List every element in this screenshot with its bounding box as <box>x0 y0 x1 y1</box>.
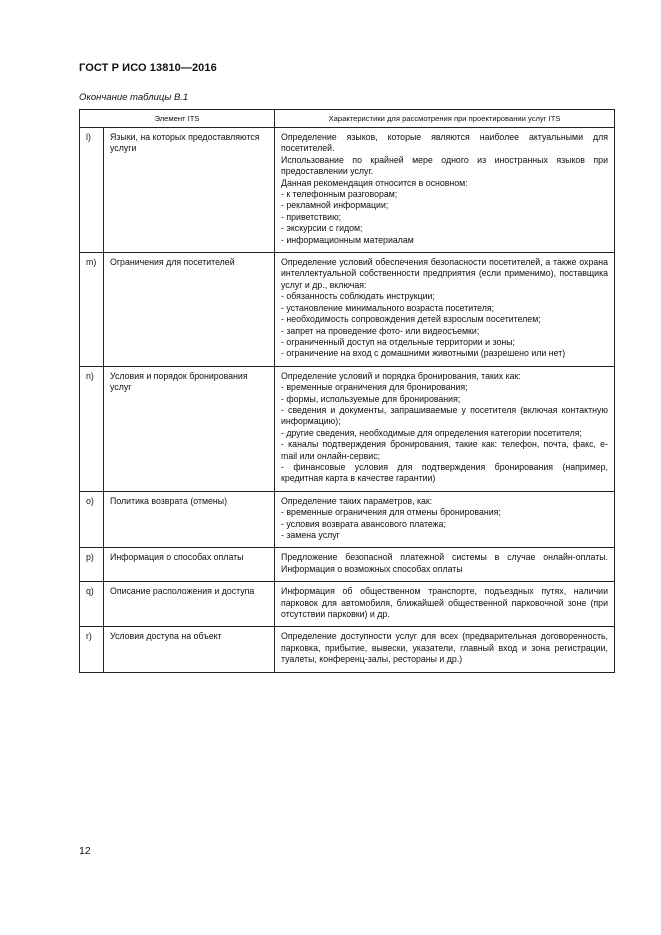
characteristic-line: - обязанность соблюдать инструкции; <box>281 291 435 302</box>
characteristic-line: - другие сведения, необходимые для определения категории посетителя; <box>281 427 582 438</box>
characteristic-line: - формы, используемые для бронирования; <box>281 393 461 404</box>
row-element: Условия доступа на объект <box>104 627 275 672</box>
characteristic-line: Определение таких параметров, как: <box>281 495 433 506</box>
characteristic-line: - установление минимального возраста посетителя; <box>281 302 495 313</box>
table-row <box>80 128 615 253</box>
row-element: Ограничения для посетителей <box>104 253 275 367</box>
characteristic-line: Предложение безопасной платежной системы в случае онлайн-оплаты. Информация о возможных способах оплаты <box>281 552 608 574</box>
row-characteristics <box>275 582 615 627</box>
characteristic-line: - рекламной информации; <box>281 200 389 211</box>
characteristic-line: - необходимость сопровождения детей взрослым посетителем; <box>281 314 541 325</box>
row-characteristics <box>275 128 615 253</box>
row-id: l) <box>80 128 104 253</box>
row-element: Описание расположения и доступа <box>104 582 275 627</box>
characteristic-line: - информационным материалам <box>281 234 414 245</box>
table-row <box>80 548 615 582</box>
characteristic-line: Информация об общественном транспорте, подъездных путях, наличии парковок для автомобиля, ближайшей общественной парковочной зоне (при отсутствии парковки) и др. <box>281 586 608 620</box>
characteristic-line: - условия возврата авансового платежа; <box>281 518 446 529</box>
row-element: Условия и порядок бронирования услуг <box>104 366 275 491</box>
page-number: 12 <box>79 845 91 857</box>
header-characteristics: Характеристики для рассмотрения при проектировании услуг ITS <box>275 110 615 128</box>
characteristic-line: - ограничение на вход с домашними животными (разрешено или нет) <box>281 348 566 359</box>
row-element: Языки, на которых предоставляются услуги <box>104 128 275 253</box>
characteristic-line: - ограниченный доступ на отдельные территории и зоны; <box>281 336 515 347</box>
characteristic-line: - к телефонным разговорам; <box>281 189 398 200</box>
characteristic-line: - сведения и документы, запрашиваемые у посетителя (включая контактную информацию); <box>281 404 608 427</box>
table-row <box>80 491 615 548</box>
row-element: Политика возврата (отмены) <box>104 491 275 548</box>
table-row <box>80 582 615 627</box>
row-id: r) <box>80 627 104 672</box>
characteristic-line: - экскурсии с гидом; <box>281 223 363 234</box>
row-id: p) <box>80 548 104 582</box>
header-element: Элемент ITS <box>80 110 275 128</box>
row-id: q) <box>80 582 104 627</box>
row-characteristics <box>275 491 615 548</box>
characteristic-line: - запрет на проведение фото- или видеосъемки; <box>281 325 480 336</box>
row-element: Информация о способах оплаты <box>104 548 275 582</box>
row-id: n) <box>80 366 104 491</box>
row-id: o) <box>80 491 104 548</box>
characteristic-line: Определение доступности услуг для всех (предварительная договоренность, парковка, прибытие, вывески, указатели, главный вход и зона регистрации, туалеты, конференц-залы, рестораны и др.) <box>281 631 608 665</box>
table-caption: Окончание таблицы В.1 <box>79 92 189 103</box>
characteristic-line: Определение языков, которые являются наиболее актуальными для посетителей. <box>281 132 608 154</box>
row-id: m) <box>80 253 104 367</box>
characteristic-line: - приветствию; <box>281 211 342 222</box>
characteristic-line: - финансовые условия для подтверждения бронирования (например, кредитная карта в качестве гарантии) <box>281 461 608 484</box>
table-body <box>80 128 615 673</box>
characteristic-line: - каналы подтверждения бронирования, такие как: телефон, почта, факс, e-mail или онлайн-сервис; <box>281 439 608 461</box>
characteristic-line: - временные ограничения для отмены бронирования; <box>281 507 501 518</box>
table-header-row <box>80 110 615 128</box>
characteristic-line: Данная рекомендация относится в основном: <box>281 177 468 188</box>
row-characteristics <box>275 627 615 672</box>
row-characteristics <box>275 253 615 367</box>
characteristic-line: - временные ограничения для бронирования; <box>281 382 468 393</box>
table-row <box>80 253 615 367</box>
requirements-table <box>79 109 615 673</box>
row-characteristics <box>275 366 615 491</box>
table-row <box>80 366 615 491</box>
row-characteristics <box>275 548 615 582</box>
characteristic-line: Определение условий и порядка бронирования, таких как: <box>281 370 521 381</box>
characteristic-line: - замена услуг <box>281 530 340 540</box>
characteristic-line: Использование по крайней мере одного из иностранных языков при предоставлении услуг. <box>281 154 608 177</box>
characteristic-line: Определение условий обеспечения безопасности посетителей, а также охрана интеллектуальной собственности предприятия (если применимо), поставщика услуг и др., включая: <box>281 257 608 290</box>
table-row <box>80 627 615 672</box>
document-code: ГОСТ Р ИСО 13810—2016 <box>79 62 217 74</box>
